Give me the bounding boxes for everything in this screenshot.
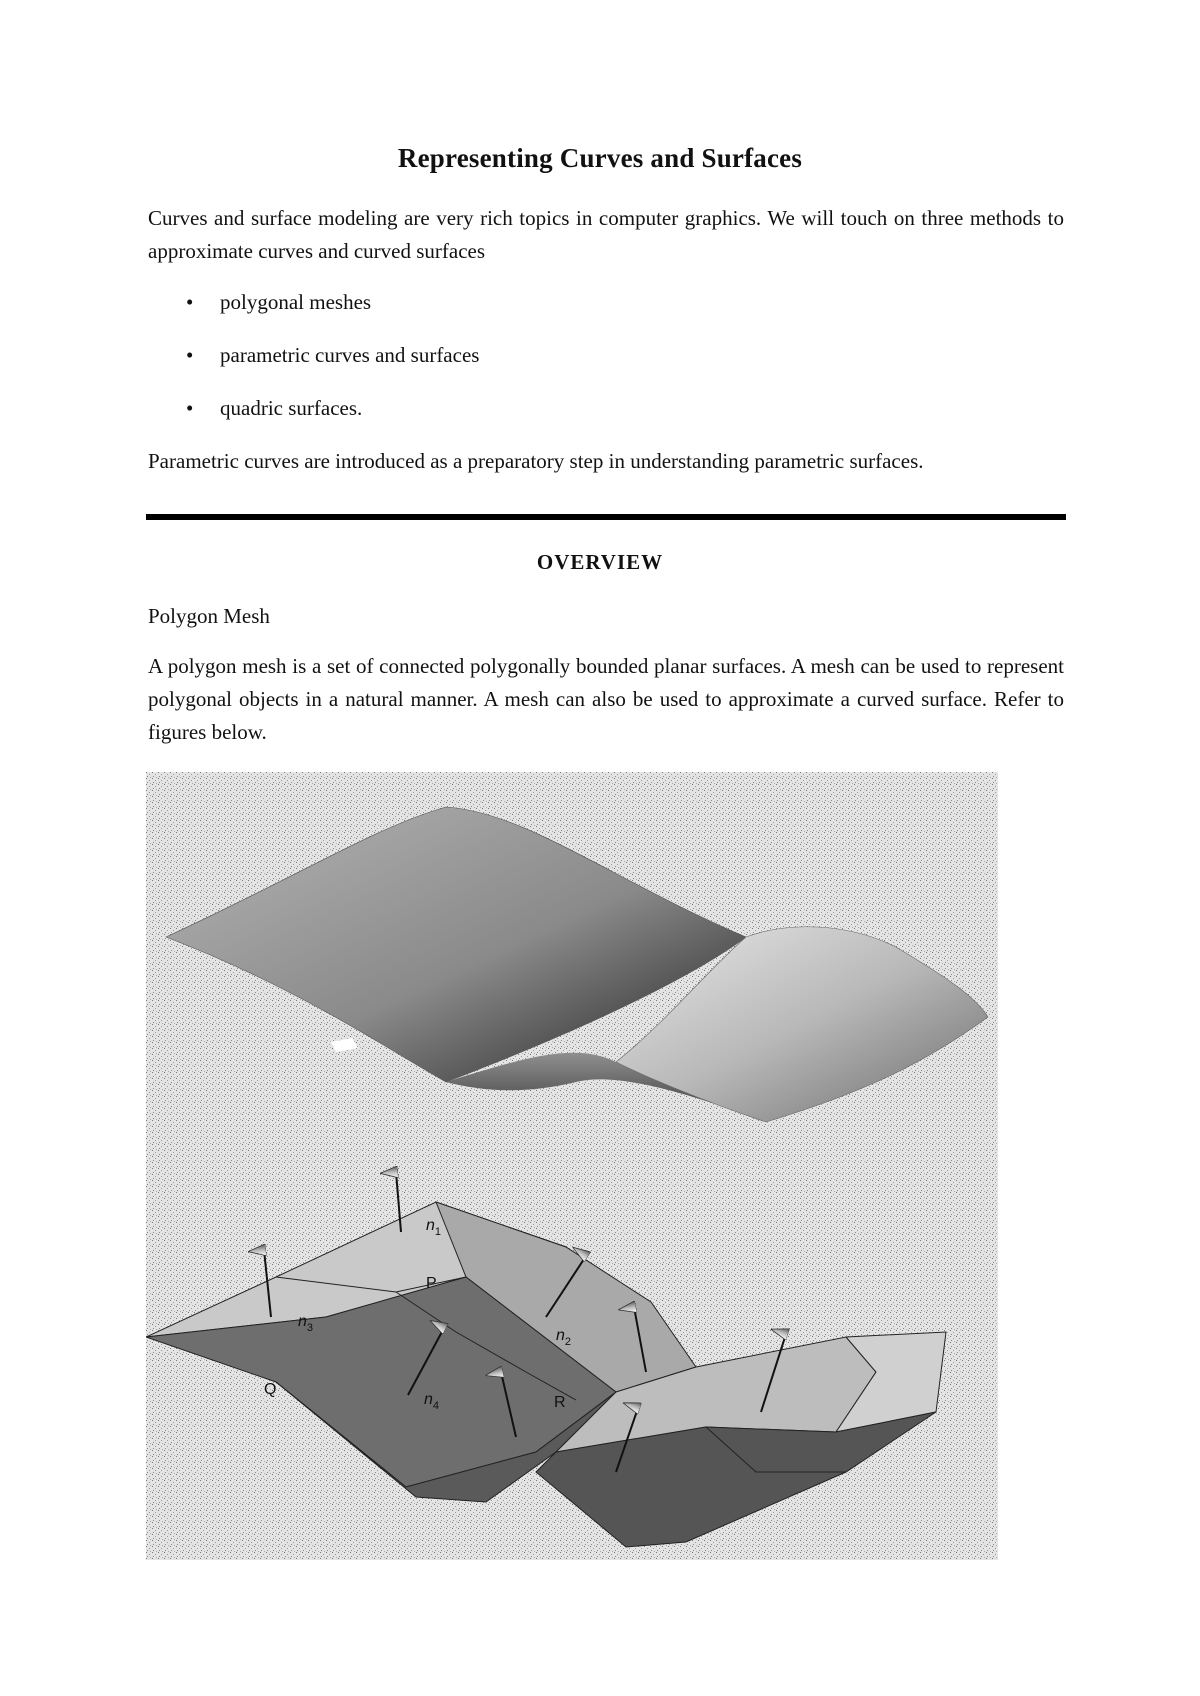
list-item-text: parametric curves and surfaces <box>220 343 480 367</box>
mesh-paragraph: A polygon mesh is a set of connected polygonally bounded planar surfaces. A mesh can be used to represent polygonal objects in a natural manner. A mesh can also be used to approximate a curved surface. Refer to figures below. <box>148 654 1064 744</box>
section-divider <box>146 514 1066 520</box>
normal-label-n1: $n_1$ <box>426 1217 442 1238</box>
bullet-icon: • <box>186 290 194 314</box>
list-item-text: quadric surfaces. <box>220 396 363 420</box>
page-title: Representing Curves and Surfaces <box>397 143 803 173</box>
surface-mesh-figure <box>146 772 998 1560</box>
list-item <box>148 339 479 392</box>
surface-mesh-illustration <box>146 772 998 1560</box>
bullet-icon: • <box>186 396 194 420</box>
list-item-text: polygonal meshes <box>220 290 372 314</box>
list-item <box>148 286 479 339</box>
section-heading: OVERVIEW <box>536 550 664 574</box>
parametric-note-paragraph: Parametric curves are introduced as a preparatory step in understanding parametric surfaces. <box>148 449 924 473</box>
point-label-p: P <box>426 1275 437 1292</box>
methods-list <box>148 286 479 445</box>
normal-label-n2: $n_2$ <box>556 1327 572 1348</box>
bullet-icon: • <box>186 343 194 367</box>
normal-label-n3: $n_3$ <box>298 1313 314 1334</box>
intro-paragraph: Curves and surface modeling are very rich topics in computer graphics. We will touch on three methods to approximate curves and curved surfaces <box>148 206 1064 263</box>
subsection-heading: Polygon Mesh <box>148 604 270 628</box>
point-label-r: R <box>554 1394 566 1411</box>
point-label-q: Q <box>264 1381 277 1398</box>
list-item <box>148 392 479 445</box>
normal-label-n4: $n_4$ <box>424 1391 440 1412</box>
